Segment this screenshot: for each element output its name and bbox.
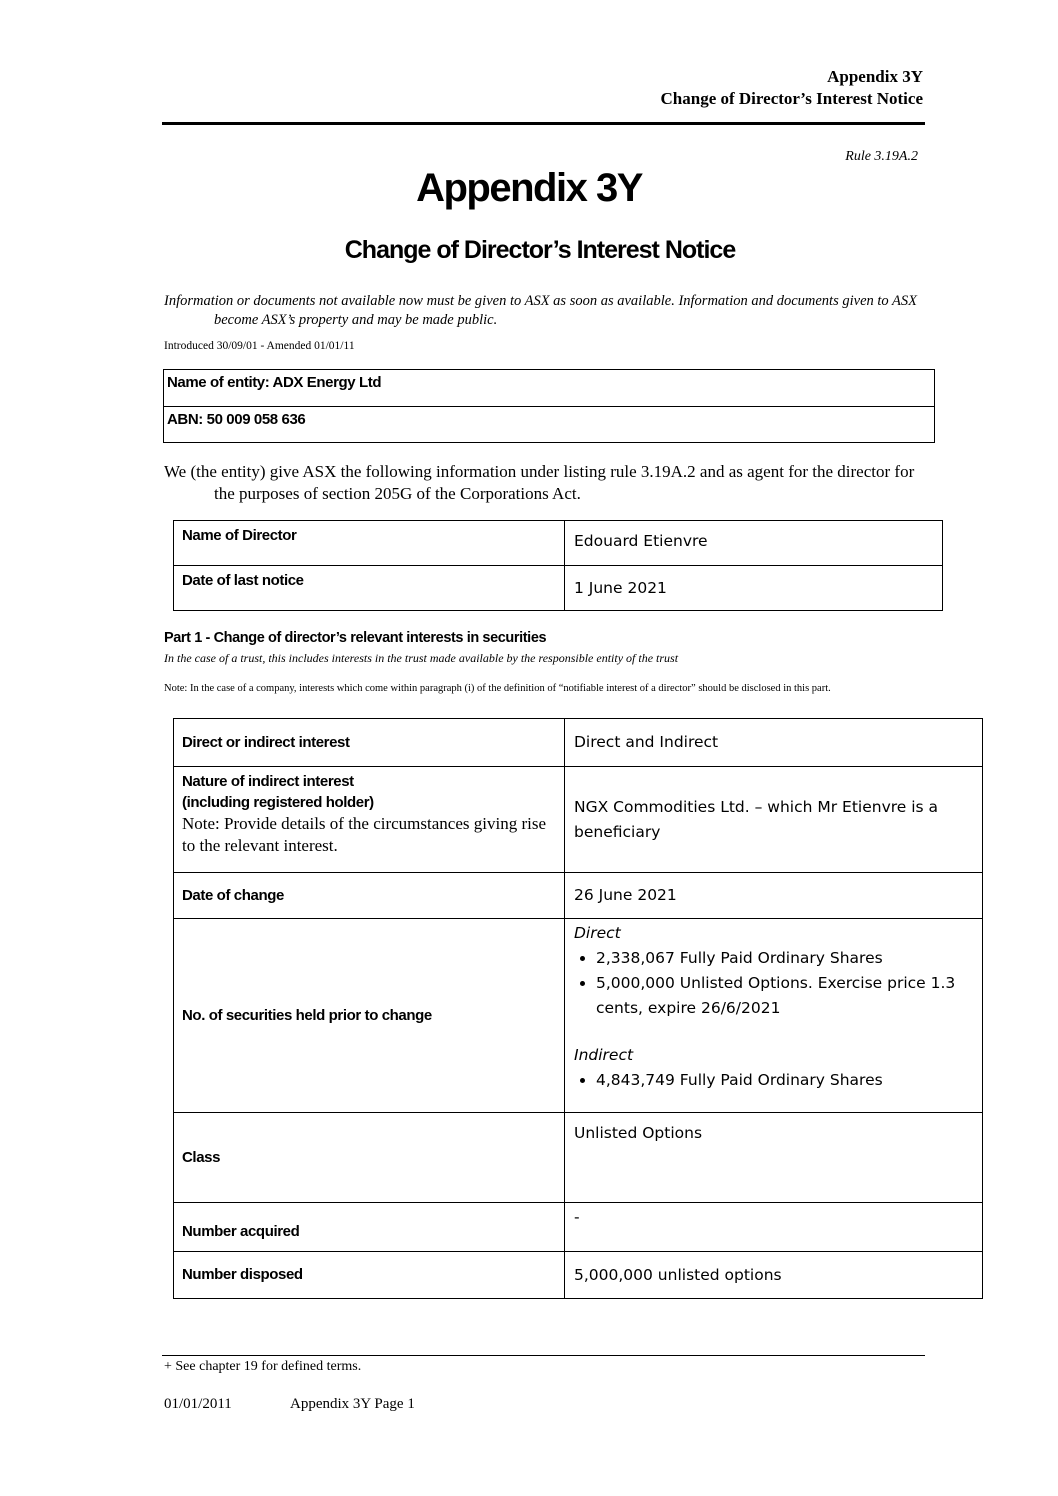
rule-reference: Rule 3.19A.2 — [845, 149, 918, 164]
footer-defined-terms: + See chapter 19 for defined terms. — [164, 1359, 362, 1374]
disposed-value-cell — [565, 1252, 983, 1299]
footer-rule — [162, 1355, 925, 1356]
prior-label: No. of securities held prior to change — [182, 1006, 432, 1024]
acquired-value-cell — [565, 1203, 983, 1252]
entity-name-cell — [164, 370, 935, 407]
intro-text: Information or documents not available now must be given to ASX as soon as available. Information and documents given to ASX become ASX’s property and may be made public. — [164, 293, 917, 328]
direct-indirect-value: Direct and Indirect — [574, 733, 719, 751]
prior-direct-heading: Direct — [574, 924, 621, 942]
class-label: Class — [182, 1148, 221, 1166]
header-rule — [162, 122, 925, 125]
disposed-label-cell — [174, 1252, 565, 1299]
agent-statement — [164, 461, 934, 505]
entity-abn-cell — [164, 407, 935, 443]
interest-table — [173, 718, 983, 1299]
intro-paragraph — [164, 292, 924, 330]
prior-indirect-heading: Indirect — [574, 1046, 634, 1064]
footer-page: Appendix 3Y Page 1 — [290, 1396, 415, 1412]
running-header — [661, 66, 923, 110]
prior-label-cell — [174, 919, 565, 1113]
list-item: • 4,843,749 Fully Paid Ordinary Shares — [596, 1068, 973, 1093]
nature-value-cell — [565, 767, 983, 873]
last-notice-value-cell — [565, 566, 943, 611]
prior-indirect-list — [574, 1068, 973, 1093]
date-change-label-cell — [174, 873, 565, 919]
entity-abn: ABN: 50 009 058 636 — [167, 411, 306, 428]
list-item: • 2,338,067 Fully Paid Ordinary Shares — [596, 946, 973, 971]
entity-name: Name of entity: ADX Energy Ltd — [167, 374, 382, 391]
class-value-cell — [565, 1113, 983, 1203]
nature-label-line2: (including registered holder) — [182, 794, 374, 811]
class-label-cell — [174, 1113, 565, 1203]
disposed-label: Number disposed — [182, 1266, 303, 1283]
nature-label-line1: Nature of indirect interest — [182, 773, 354, 790]
prior-value-cell — [565, 919, 983, 1113]
last-notice-label-cell — [174, 566, 565, 611]
entity-table — [163, 369, 935, 443]
part1-subheading: In the case of a trust, this includes interests in the trust made available by the responsible entity of the trust — [164, 651, 679, 665]
nature-value: NGX Commodities Ltd. – which Mr Etienvre is a beneficiary — [574, 797, 939, 841]
page-title: Appendix 3Y — [416, 166, 642, 210]
director-name-value: Edouard Etienvre — [574, 532, 708, 550]
agent-statement-text: We (the entity) give ASX the following information under listing rule 3.19A.2 and as agent for the director for the purposes of section 205G of the Corporations Act. — [164, 462, 915, 503]
direct-indirect-value-cell — [565, 719, 983, 767]
direct-indirect-label-cell — [174, 719, 565, 767]
running-header-line1: Appendix 3Y — [827, 67, 923, 86]
acquired-label-cell — [174, 1203, 565, 1252]
part1-note-text: Note: In the case of a company, interests which come within paragraph (i) of the definition of “notifiable interest of a director” should be disclosed in this part. — [164, 683, 831, 694]
prior-direct-list — [574, 946, 973, 1021]
director-name-label: Name of Director — [182, 527, 297, 544]
nature-label-cell — [174, 767, 565, 873]
date-change-value: 26 June 2021 — [574, 886, 677, 904]
running-header-line2: Change of Director’s Interest Notice — [660, 89, 923, 108]
page-subtitle: Change of Director’s Interest Notice — [344, 236, 736, 264]
list-item: • 5,000,000 Unlisted Options. Exercise price 1.3 cents, expire 26/6/2021 — [596, 971, 973, 1021]
director-table — [173, 520, 943, 611]
director-name-value-cell — [565, 521, 943, 566]
class-value: Unlisted Options — [574, 1124, 703, 1142]
footer-date: 01/01/2011 — [164, 1396, 232, 1412]
acquired-label: Number acquired — [182, 1223, 300, 1240]
direct-indirect-label: Direct or indirect interest — [182, 733, 350, 751]
introduced-line: Introduced 30/09/01 - Amended 01/01/11 — [164, 340, 355, 352]
date-change-label: Date of change — [182, 886, 284, 904]
nature-note: Note: Provide details of the circumstances giving rise to the relevant interest. — [182, 814, 546, 855]
director-name-label-cell — [174, 521, 565, 566]
part1-note — [164, 682, 934, 696]
last-notice-label: Date of last notice — [182, 572, 304, 589]
disposed-value: 5,000,000 unlisted options — [574, 1265, 782, 1284]
part1-heading: Part 1 - Change of director’s relevant interests in securities — [164, 630, 547, 646]
acquired-value: - — [574, 1208, 580, 1226]
date-change-value-cell — [565, 873, 983, 919]
last-notice-value: 1 June 2021 — [574, 578, 667, 597]
